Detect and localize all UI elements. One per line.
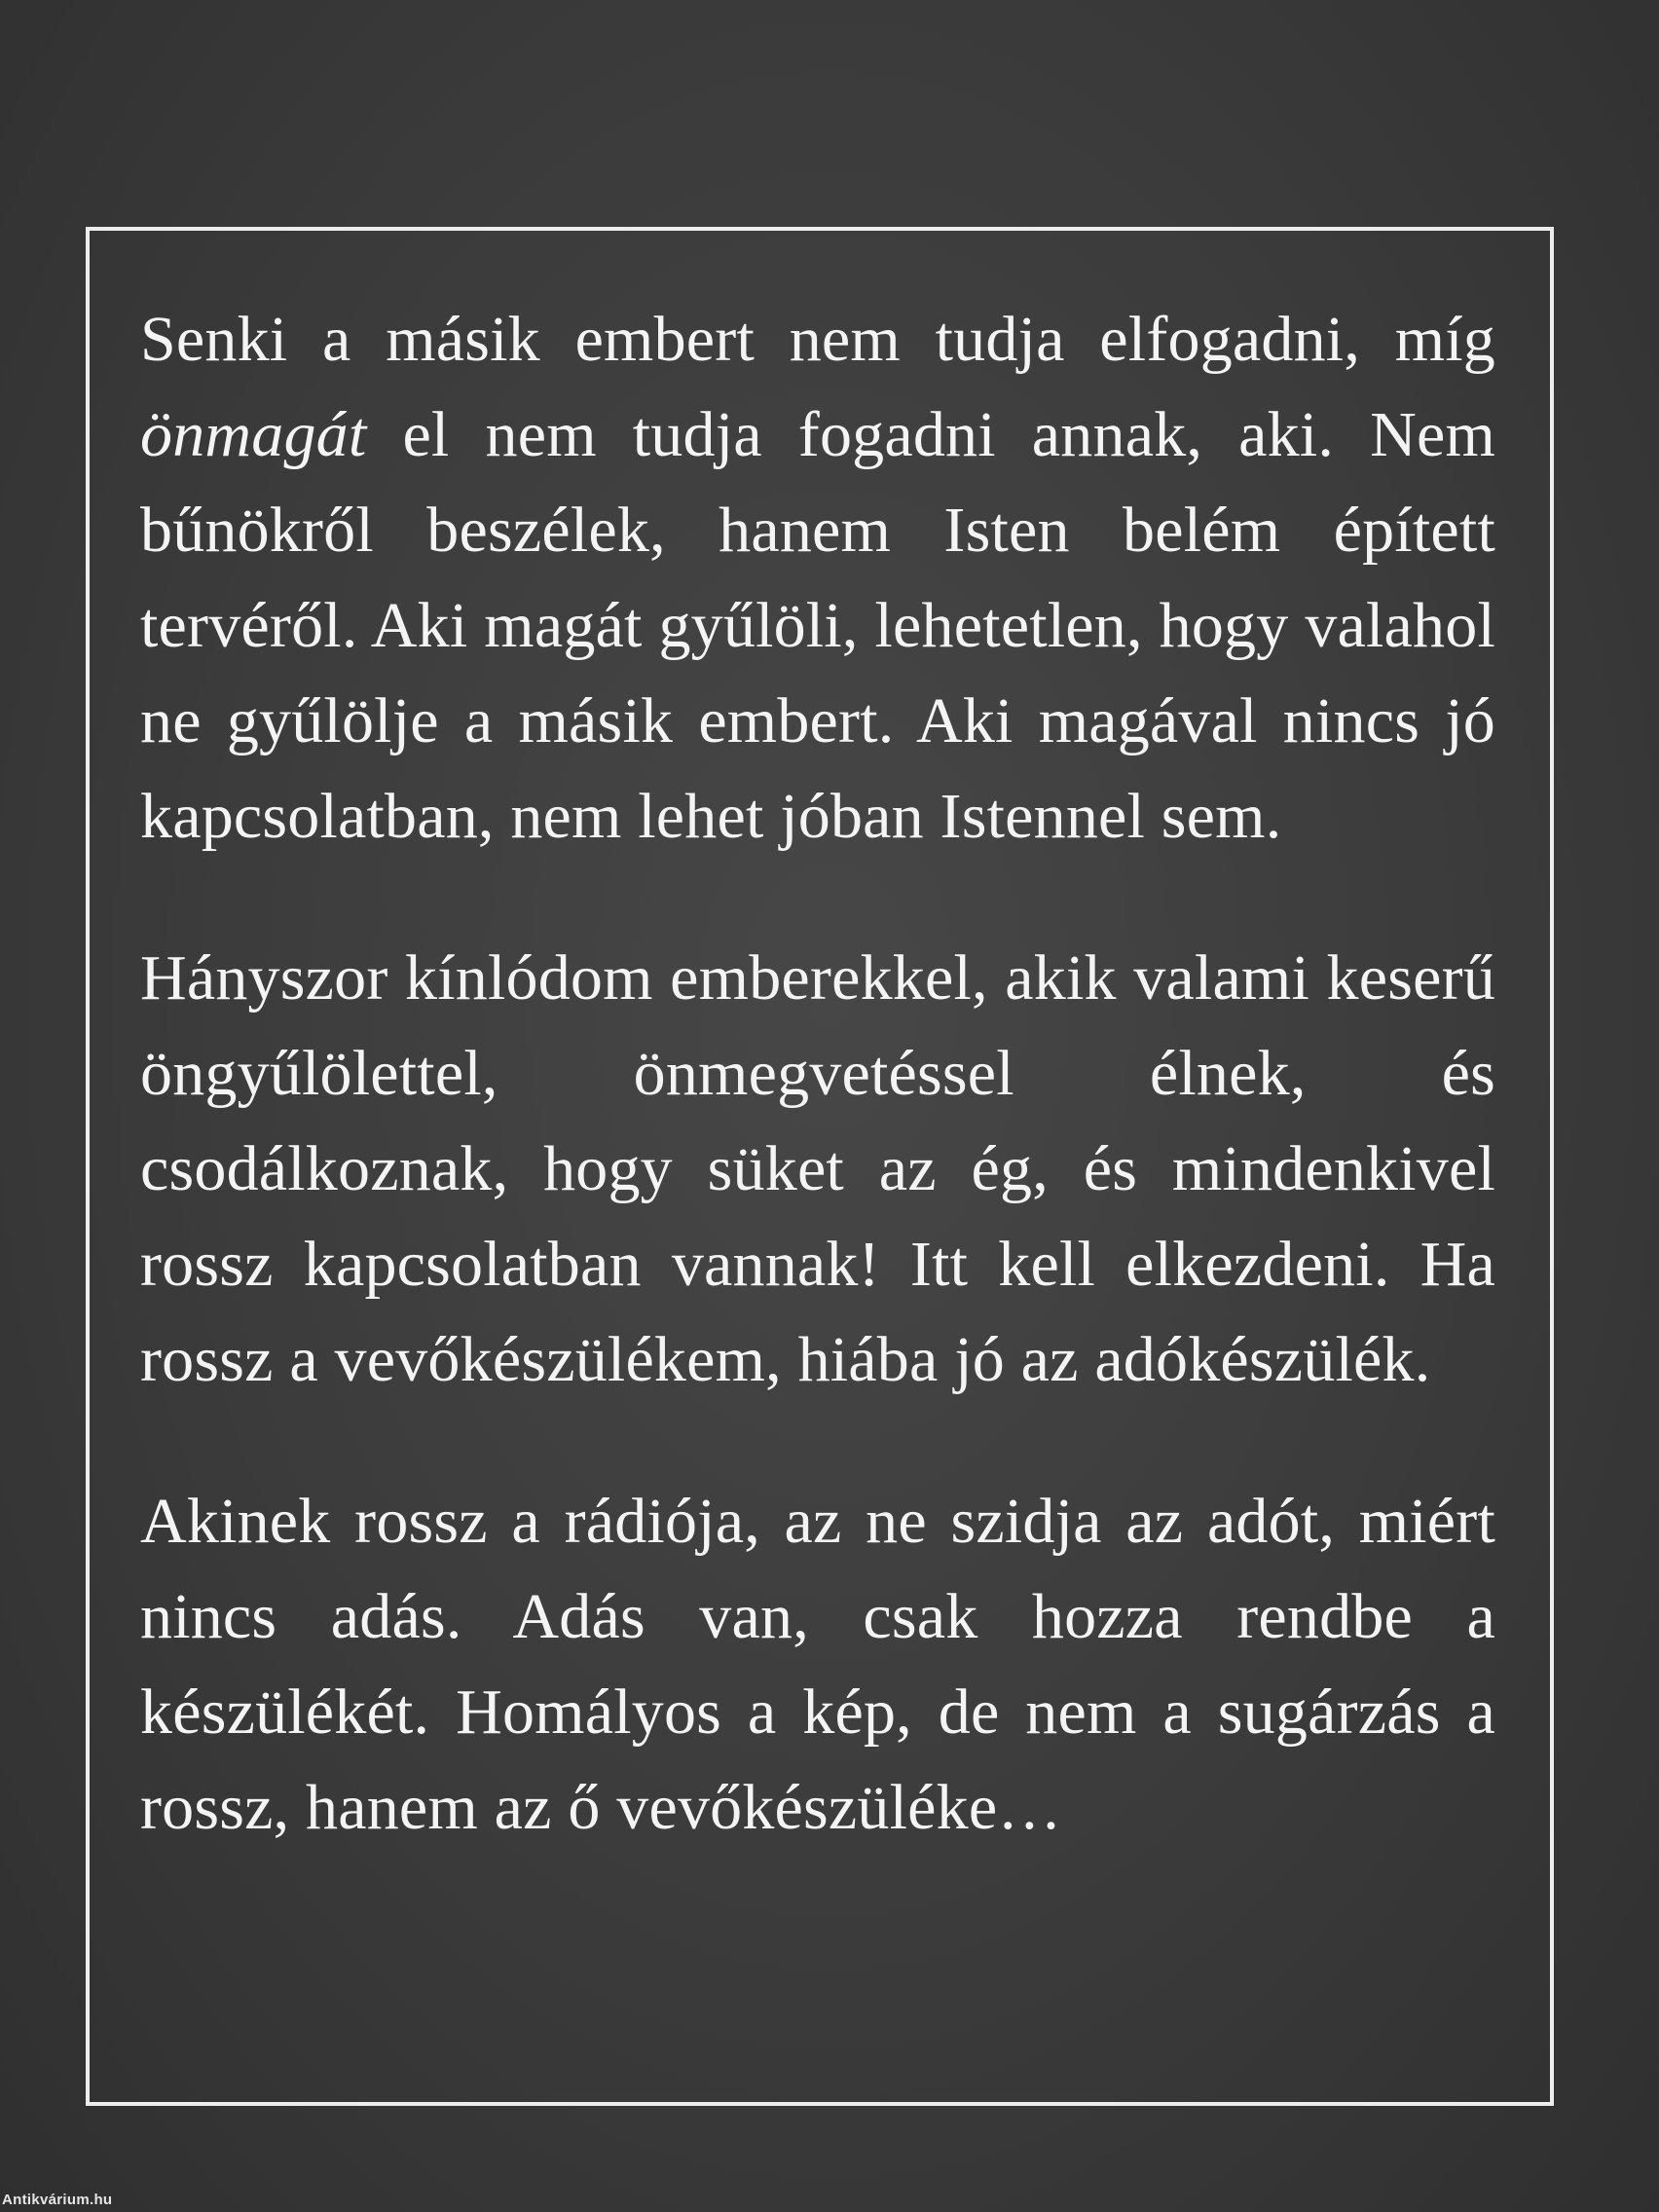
quote-text-block	[140, 292, 1495, 1856]
paragraph-1-start: Senki a másik embert nem tudja elfogadni, míg	[140, 304, 1495, 375]
paragraph-1	[140, 292, 1495, 865]
paragraph-2: Hányszor kínlódom emberekkel, akik valami keserű öngyűlölettel, önmegvetéssel élnek, és csodálkoznak, hogy süket az ég, és mindenkivel rossz kapcsolatban vannak! Itt kell elkezdeni. Ha rossz a vevőkészülékem, hiába jó az adókészülék.	[140, 942, 1495, 1395]
paragraph-1-end: el nem tudja fogadni annak, aki. Nem bűnökről beszélek, hanem Isten belém épített tervéről. Aki magát gyűlöli, lehetetlen, hogy valahol ne gyűlölje a másik embert. Aki magával nincs jó kapcsolatban, nem lehet jóban Istennel sem.	[140, 399, 1495, 852]
watermark-label: Antikvárium.hu	[2, 2192, 113, 2208]
paragraph-1-emphasis: önmagát	[140, 399, 367, 470]
paragraph-3: Akinek rossz a rádiója, az ne szidja az adót, miért nincs adás. Adás van, csak hozza rendbe a készülékét. Homályos a kép, de nem a sugárzás a rossz, hanem az ő vevőkészüléke…	[140, 1486, 1495, 1843]
